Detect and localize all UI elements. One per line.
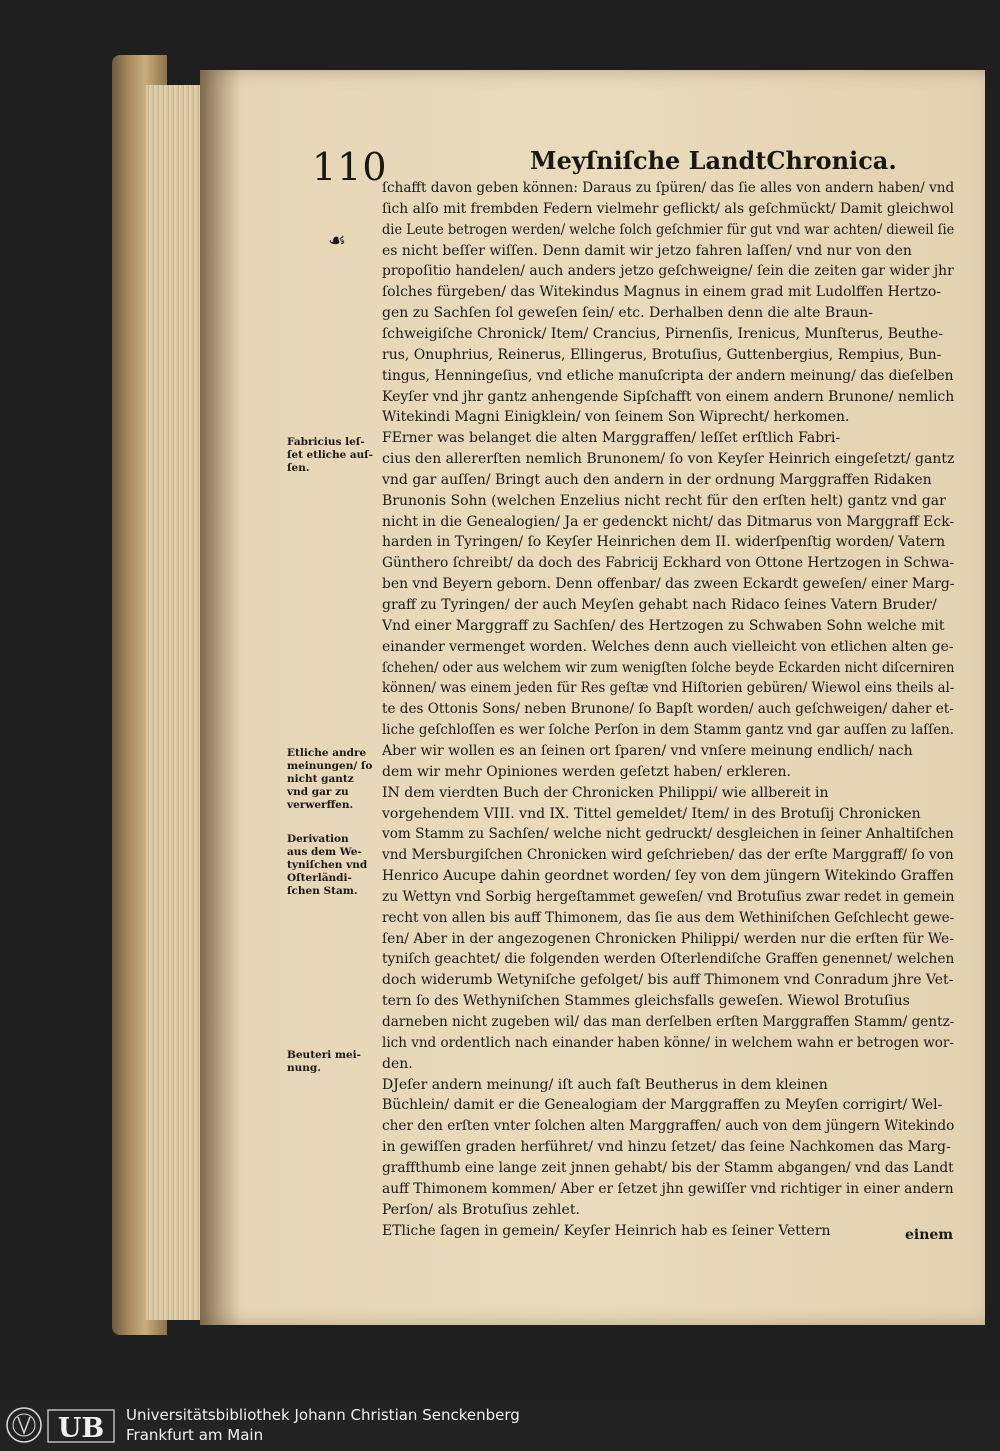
ub-logo-icon xyxy=(2,1402,117,1449)
text-line: Keyſer vnd jhr gantz anhengende Sipſchafft von einem andern Brunone/ nemlich xyxy=(382,388,955,405)
text-line: Büchlein/ damit er die Genealogiam der Marggraffen zu Meyſen corrigirt/ Wel- xyxy=(382,1097,943,1114)
text-line: nicht in die Genealogien/ Ja er gedenckt nicht/ das Ditmarus von Marggraff Eck- xyxy=(382,513,955,530)
text-line: gen zu Sachſen ſol geweſen ſein/ etc. Derhalben denn die alte Braun- xyxy=(382,305,873,322)
text-line: IN dem vierdten Buch der Chronicken Philippi/ wie allbereit in xyxy=(382,784,829,801)
text-line: ſich alſo mit frembden Federn vielmehr geflickt/ als geſchmückt/ Damit gleichwol xyxy=(382,200,954,217)
text-line: zu Wettyn vnd Sorbig hergeſtammet geweſen/ vnd Brotuſius zwar redet in gemein xyxy=(382,888,955,905)
text-line: einander vermenget worden. Welches denn auch vielleicht von etlichen alten ge- xyxy=(382,638,954,655)
text-line: rus, Onuphrius, Reinerus, Ellingerus, Brotuſius, Guttenbergius, Rempius, Bun- xyxy=(382,346,942,363)
text-line: ben vnd Beyern geborn. Denn offenbar/ das zween Eckardt geweſen/ einer Marg- xyxy=(382,576,955,593)
margin-note-line: ſen. xyxy=(287,462,310,474)
margin-note-line: meinungen/ ſo xyxy=(287,760,373,772)
text-line: FErner was belanget die alten Marggraffen/ leſſet erſtlich Fabri- xyxy=(382,430,841,447)
text-line: tern ſo des Wethyniſchen Stammes gleichsfalls geweſen. Wiewol Brotuſius xyxy=(382,993,910,1010)
gutter-shadow xyxy=(200,70,240,1325)
text-line: vom Stamm zu Sachſen/ welche nicht gedruckt/ desgleichen in ſeiner Anhaltiſchen xyxy=(382,826,954,843)
margin-note-line: nung. xyxy=(287,1062,321,1074)
text-line: doch widerumb Wetyniſche gefolget/ bis auff Thimonem vnd Conradum jhre Vet- xyxy=(382,972,954,989)
text-line: vnd Mersburgiſchen Chronicken wird geſchrieben/ das der erſte Marggraff/ ſo von xyxy=(382,847,954,864)
text-line: Günthero ſchreibt/ da doch des Fabricij Eckhard von Ottone Hertzogen in Schwa- xyxy=(382,555,955,572)
text-line: tyniſch geachtet/ die folgenden werden Oſterlendiſche Graffen genennet/ welchen xyxy=(382,951,955,968)
text-line: ſen/ Aber in der angezogenen Chronicken Philippi/ werden nur die erſten für We- xyxy=(382,930,954,947)
margin-note-line: Derivation xyxy=(287,833,349,845)
text-line: vnd gar auſſen/ Bringt auch den andern in der ordnung Marggraffen Ridaken xyxy=(382,471,932,488)
page-block-edges xyxy=(146,85,206,1320)
text-line: ſchehen/ oder aus welchem wir zum wenigſten ſolche beyde Eckarden nicht diſcerniren xyxy=(382,659,955,676)
text-line: ſchafft davon geben können: Daraus zu ſpüren/ das ſie alles von andern haben/ vnd xyxy=(382,180,955,196)
text-line: Aber wir wollen es an ſeinen ort ſparen/ vnd vnſere meinung endlich/ nach xyxy=(382,742,913,759)
text-line: auff Thimonem kommen/ Aber er ſetzet jhn gewiſſer vnd richtiger in einer andern xyxy=(382,1180,954,1197)
text-line: können/ was einem jeden für Res geſtæ vnd Hiſtorien gebüren/ Wiewol eins theils al- xyxy=(382,680,955,697)
text-line: in gewiſſen graden herführet/ vnd hinzu ſetzet/ das ſeine Nachkomen das Marg- xyxy=(382,1139,951,1156)
institution-name: Universitätsbibliothek Johann Christian Senckenberg xyxy=(126,1406,520,1424)
text-line: Perſon/ als Brotuſius zehlet. xyxy=(382,1201,580,1218)
text-line: liche geſchloſſen es wer ſolche Perſon in dem Stamm gantz vnd gar auſſen zu laſſen. xyxy=(382,722,955,739)
text-line: harden in Tyringen/ ſo Keyſer Heinrichen dem II. widerſpenſtig worden/ Vatern xyxy=(382,534,946,551)
text-line: cher den erſten vnter ſolchen alten Marggraffen/ auch von dem jüngern Witekindo xyxy=(382,1118,955,1135)
fleuron-icon: ☙ xyxy=(328,228,346,252)
text-line: ſolches fürgeben/ das Witekindus Magnus in einem grad mit Ludolffen Hertzo- xyxy=(382,284,942,301)
text-line: dem wir mehr Opiniones werden geſetzt haben/ erkleren. xyxy=(382,763,792,780)
institution-city: Frankfurt am Main xyxy=(126,1426,264,1444)
text-line: ETliche ſagen in gemein/ Keyſer Heinrich hab es ſeiner Vettern xyxy=(382,1222,831,1239)
text-line: propoſitio handelen/ auch anders jetzo geſchweigne/ ſein die zeiten gar wider jhr xyxy=(382,263,954,280)
text-line: cius den allererſten nemlich Brunonem/ ſo von Keyſer Heinrich eingeſetzt/ gantz xyxy=(382,451,955,468)
margin-note-line: aus dem We- xyxy=(287,846,362,858)
margin-note-line: tyniſchen vnd xyxy=(287,859,368,871)
text-line: graff zu Tyringen/ der auch Meyſen gehabt nach Ridaco ſeines Vatern Bruder/ xyxy=(382,597,937,613)
margin-note-line: Fabricius leſ- xyxy=(287,436,365,448)
catchword: einem xyxy=(905,1227,954,1243)
margin-note-line: ſet etliche auſ- xyxy=(287,449,373,461)
running-head: Meyſniſche LandtChronica. xyxy=(530,146,897,175)
margin-note-line: vnd gar zu xyxy=(287,786,349,798)
text-line: recht von allen bis auff Thimonem, das ſie aus dem Wethiniſchen Geſchlecht gewe- xyxy=(382,909,955,926)
text-line: ſchweigiſche Chronick/ Item/ Crancius, Pirnenſis, Irenicus, Munſterus, Beuthe- xyxy=(382,325,944,342)
page-number: 110 xyxy=(312,145,388,189)
margin-note-line: ſchen Stam. xyxy=(287,885,358,897)
text-line: Brunonis Sohn (welchen Enzelius nicht recht für den erſten helt) gantz vnd gar xyxy=(382,492,946,509)
text-line: die Leute betrogen werden/ welche ſolch geſchmier für gut vnd war achten/ dieweil ſie xyxy=(382,221,955,238)
text-line: Witekindi Magni Einigklein/ von ſeinem Son Wiprecht/ herkomen. xyxy=(382,409,850,426)
margin-note-line: nicht gantz xyxy=(287,773,354,785)
margin-note-line: Beuteri mei- xyxy=(287,1049,362,1061)
text-line: graffthumb eine lange zeit jnnen gehabt/ bis der Stamm abgangen/ vnd das Landt xyxy=(382,1159,954,1176)
text-line: darneben nicht zugeben wil/ das man derſelben erſten Marggraffen Stamm/ gentz- xyxy=(382,1014,955,1030)
text-line: Henrico Aucupe dahin geordnet worden/ ſey von dem jüngern Witekindo Graffen xyxy=(382,868,954,885)
text-line: es nicht beſſer wiſſen. Denn damit wir jetzo fahren laſſen/ vnd nur von den xyxy=(382,242,912,259)
text-line: lich vnd ordentlich nach einander haben könne/ in welchem wahn er betrogen wor- xyxy=(382,1034,954,1051)
margin-note-line: Etliche andre xyxy=(287,747,367,759)
text-line: den. xyxy=(382,1055,413,1072)
text-line: Vnd einer Marggraff zu Sachſen/ des Hertzogen zu Schwaben Sohn welche mit xyxy=(382,617,945,634)
text-line: vorgehendem VIII. vnd IX. Tittel gemeldet/ Item/ in des Brotuſij Chronicken xyxy=(382,805,921,822)
logo-text: UB xyxy=(57,1413,105,1444)
margin-note-line: verwerffen. xyxy=(287,799,354,811)
margin-note-line: Oſterländi- xyxy=(287,872,352,884)
text-line: te des Ottonis Sons/ neben Brunone/ ſo Bapſt worden/ auch geſchweigen/ daher et- xyxy=(382,701,954,718)
logo-seal-icon xyxy=(7,1408,41,1442)
text-line: tingus, Henningeſius, vnd etliche manuſcripta der andern meinung/ das dieſelben xyxy=(382,367,954,384)
text-line: DJeſer andern meinung/ iſt auch faſt Beutherus in dem kleinen xyxy=(382,1076,828,1093)
